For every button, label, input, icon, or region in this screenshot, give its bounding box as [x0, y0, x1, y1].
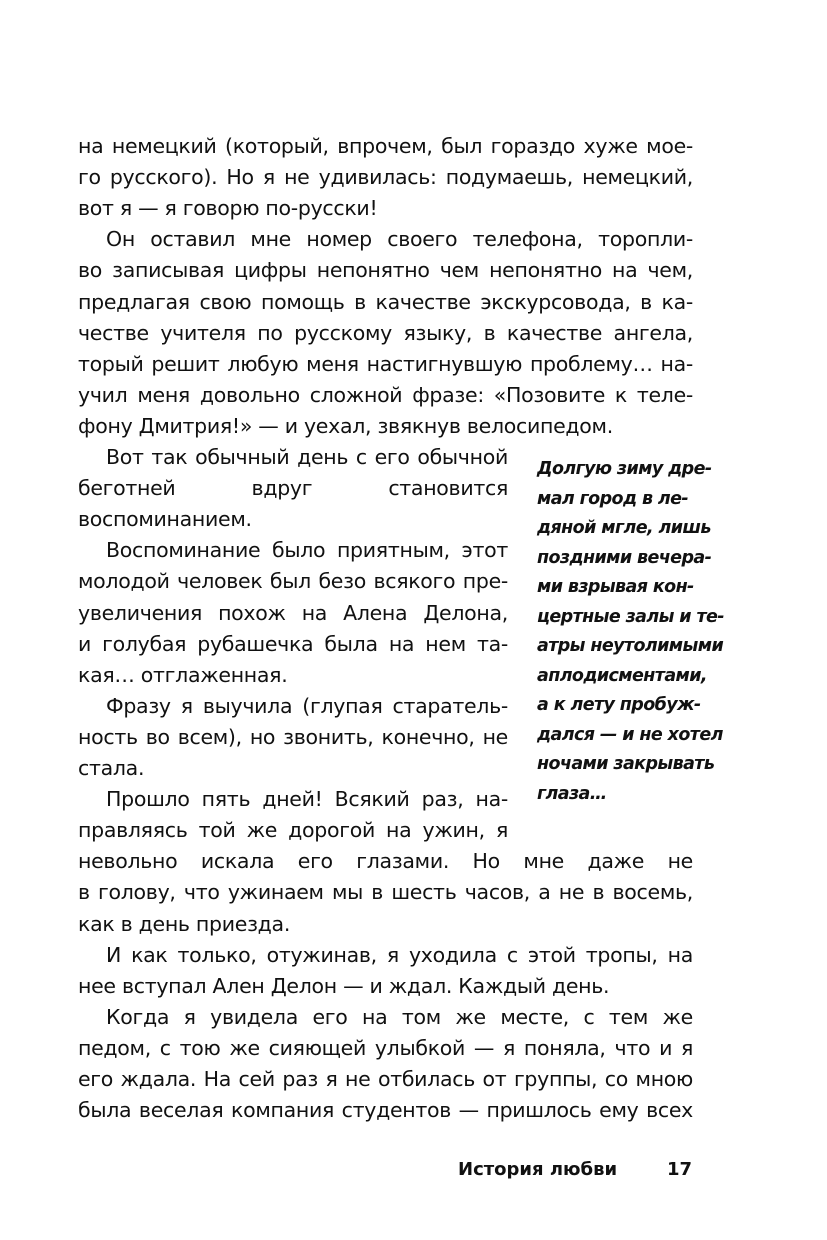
- text-line: и голубая рубашечка была на нем та-: [78, 631, 508, 656]
- text-line: кая… отглаженная.: [78, 662, 288, 687]
- text-line: вот я — я говорю по-русски!: [78, 196, 378, 221]
- text-line: невольно искала его глазами. Но мне даже не: [78, 849, 693, 874]
- quote-line: ми взрывая кон-: [537, 577, 694, 597]
- quote-line: а к лету пробуж-: [537, 695, 701, 715]
- text-line: Вот так обычный день с его обычной: [106, 445, 508, 469]
- text-line: фону Дмитрия!» — и уехал, звякнув велосипедом.: [78, 413, 613, 438]
- quote-line: глаза…: [537, 783, 607, 804]
- quote-line: Долгую зиму дре-: [537, 459, 712, 479]
- text-line: нее вступал Ален Делон — и ждал. Каждый день.: [78, 973, 610, 998]
- text-line: учил меня довольно сложной фразе: «Позовите к теле-: [78, 382, 693, 407]
- text-line: И как только, отужинав, я уходила с этой тропы, на: [106, 942, 693, 967]
- text-line: Фразу я выучила (глупая старатель-: [106, 693, 508, 718]
- text-line: ность во всем), но звонить, конечно, не: [78, 724, 508, 749]
- text-line: торый решит любую меня настигнувшую проблему… на-: [78, 351, 693, 376]
- text-line: во записывая цифры непонятно чем непонятно на чем,: [78, 258, 693, 283]
- text-line: беготней вдруг становится: [78, 476, 508, 501]
- running-title: История любви: [458, 1159, 618, 1180]
- text-line: увеличения похож на Алена Делона,: [78, 600, 508, 625]
- quote-line: дался — и не хотел: [537, 724, 723, 745]
- text-line: Он оставил мне номер своего телефона, торопли-: [106, 227, 693, 252]
- text-line: его ждала. На сей раз я не отбилась от группы, со мною: [78, 1067, 693, 1091]
- text-line: молодой человек был безо всякого пре-: [78, 569, 508, 594]
- quote-line: цертные залы и те-: [537, 606, 724, 627]
- text-line: Прошло пять дней! Всякий раз, на-: [106, 787, 508, 812]
- text-line: го русского). Но я не удивилась: подумаешь, немецкий,: [78, 165, 693, 190]
- text-line: Когда я увидела его на том же месте, с тем же: [106, 1004, 693, 1029]
- quote-line: мал город в ле-: [537, 488, 689, 509]
- text-line: как в день приезда.: [78, 911, 291, 936]
- quote-line: ночами закрывать: [537, 754, 715, 774]
- page-number: 17: [667, 1159, 693, 1180]
- quote-line: поздними вечера-: [537, 547, 712, 568]
- text-line: Воспоминание было приятным, этот: [106, 538, 508, 563]
- text-line: педом, с тою же сияющей улыбкой — я поняла, что и я: [78, 1035, 693, 1060]
- text-line: в голову, что ужинаем мы в шесть часов, а не в восемь,: [78, 880, 693, 905]
- quote-line: атры неутолимыми: [537, 636, 724, 656]
- text-line: правляясь той же дорогой на ужин, я: [78, 818, 508, 843]
- text-line: на немецкий (который, впрочем, был гораздо хуже мое-: [78, 134, 693, 158]
- text-line: честве учителя по русскому языку, в качестве ангела,: [78, 320, 693, 345]
- quote-line: дяной мгле, лишь: [537, 518, 711, 538]
- quote-line: аплодисментами,: [537, 665, 707, 686]
- text-line: воспоминанием.: [78, 507, 252, 532]
- text-line: стала.: [78, 756, 145, 780]
- text-line: была веселая компания студентов — пришлось ему всех: [78, 1098, 693, 1123]
- text-line: предлагая свою помощь в качестве экскурсовода, в ка-: [78, 289, 693, 314]
